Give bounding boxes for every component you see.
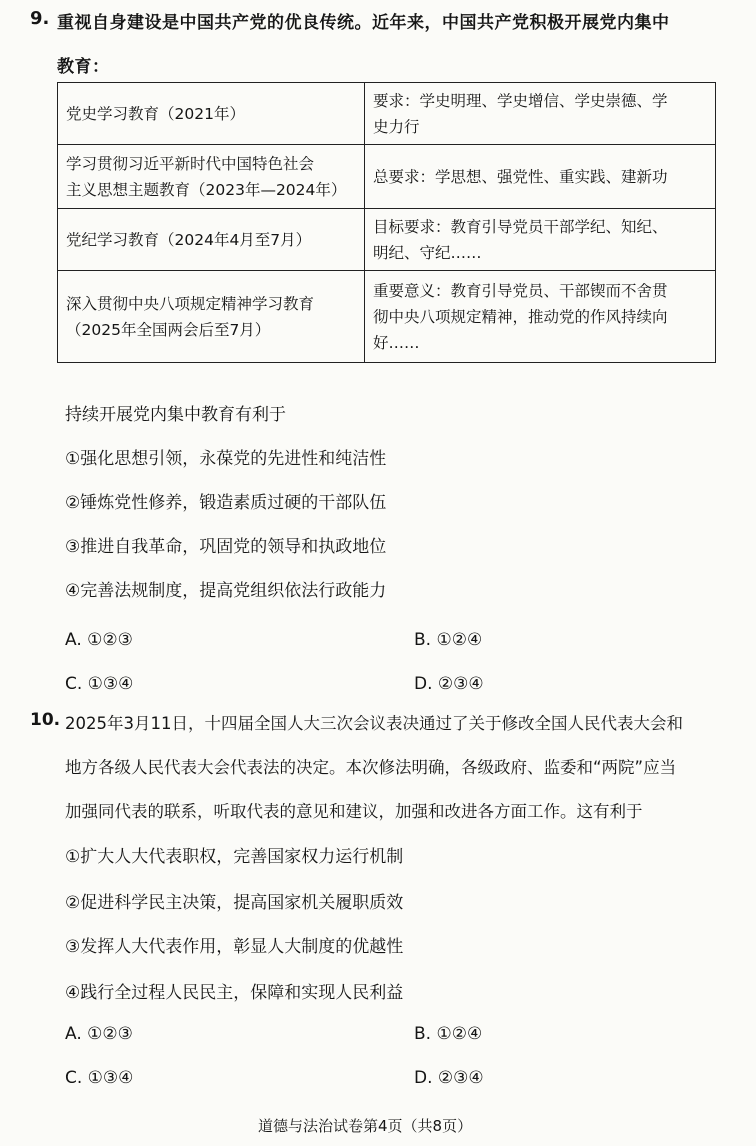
q10-option-c[interactable]: C. ①③④: [65, 1068, 134, 1088]
q9-stem-line1: 重视自身建设是中国共产党的优良传统。近年来，中国共产党积极开展党内集中: [57, 13, 670, 33]
q9-item-3: ③推进自我革命，巩固党的领导和执政地位: [65, 537, 387, 557]
q10-stem-line2: 地方各级人民代表大会代表法的决定。本次修法明确，各级政府、监委和“两院”应当: [65, 758, 677, 777]
cell-line: （2025年全国两会后至7月）: [66, 320, 271, 339]
cell-line: 学习贯彻习近平新时代中国特色社会: [66, 154, 315, 173]
cell-line: 明纪、守纪……: [373, 243, 482, 262]
q9-item-1: ①强化思想引领，永葆党的先进性和纯洁性: [65, 449, 387, 469]
q10-item-3: ③发挥人大代表作用，彰显人大制度的优越性: [65, 937, 404, 957]
cell-line: 重要意义：教育引导党员、干部锲而不舍贯: [373, 281, 668, 300]
q9-stem-line2: 教育：: [57, 57, 110, 77]
q9-option-d[interactable]: D. ②③④: [414, 674, 484, 694]
table-cell-right: [365, 271, 716, 363]
q9-item-2: ②锤炼党性修养，锻造素质过硬的干部队伍: [65, 493, 387, 513]
table-cell-left: [58, 209, 365, 271]
cell-line: 总要求：学思想、强党性、重实践、建新功: [373, 167, 668, 186]
table-row: [58, 209, 716, 271]
cell-line: 好……: [373, 333, 420, 352]
education-table: [57, 82, 716, 363]
cell-line: 目标要求：教育引导党员干部学纪、知纪、: [373, 217, 668, 236]
q10-item-4: ④践行全过程人民民主，保障和实现人民利益: [65, 983, 404, 1003]
table-cell-right: [365, 145, 716, 209]
q9-prompt: 持续开展党内集中教育有利于: [65, 405, 286, 425]
q10-option-a[interactable]: A. ①②③: [65, 1024, 133, 1044]
cell-line: 深入贯彻中央八项规定精神学习教育: [66, 294, 315, 313]
q10-option-d[interactable]: D. ②③④: [414, 1068, 484, 1088]
q10-item-2: ②促进科学民主决策，提高国家机关履职质效: [65, 893, 404, 913]
table-row: [58, 83, 716, 145]
cell-line: 史力行: [373, 117, 420, 136]
q9-item-4: ④完善法规制度，提高党组织依法行政能力: [65, 581, 387, 601]
q10-number: 10.: [30, 710, 61, 730]
table-row: [58, 271, 716, 363]
table-row: [58, 145, 716, 209]
q9-option-c[interactable]: C. ①③④: [65, 674, 134, 694]
page-footer: 道德与法治试卷第4页（共8页）: [258, 1117, 473, 1135]
q10-stem-line3: 加强同代表的联系，听取代表的意见和建议，加强和改进各方面工作。这有利于: [65, 802, 643, 821]
table-cell-right: [365, 209, 716, 271]
table-cell-left: [58, 83, 365, 145]
q9-number: 9.: [30, 8, 50, 29]
q10-item-1: ①扩大人大代表职权，完善国家权力运行机制: [65, 847, 404, 867]
q10-stem-line1: 2025年3月11日，十四届全国人大三次会议表决通过了关于修改全国人民代表大会和: [65, 714, 683, 733]
table-cell-left: [58, 271, 365, 363]
cell-line: 党史学习教育（2021年）: [66, 104, 245, 123]
table-cell-right: [365, 83, 716, 145]
cell-line: 主义思想主题教育（2023年—2024年）: [66, 180, 347, 199]
cell-line: 党纪学习教育（2024年4月至7月）: [66, 230, 312, 249]
cell-line: 彻中央八项规定精神，推动党的作风持续向: [373, 307, 668, 326]
table-cell-left: [58, 145, 365, 209]
q9-option-a[interactable]: A. ①②③: [65, 630, 133, 650]
q10-option-b[interactable]: B. ①②④: [414, 1024, 483, 1044]
cell-line: 要求：学史明理、学史增信、学史崇德、学: [373, 91, 668, 110]
q9-option-b[interactable]: B. ①②④: [414, 630, 483, 650]
